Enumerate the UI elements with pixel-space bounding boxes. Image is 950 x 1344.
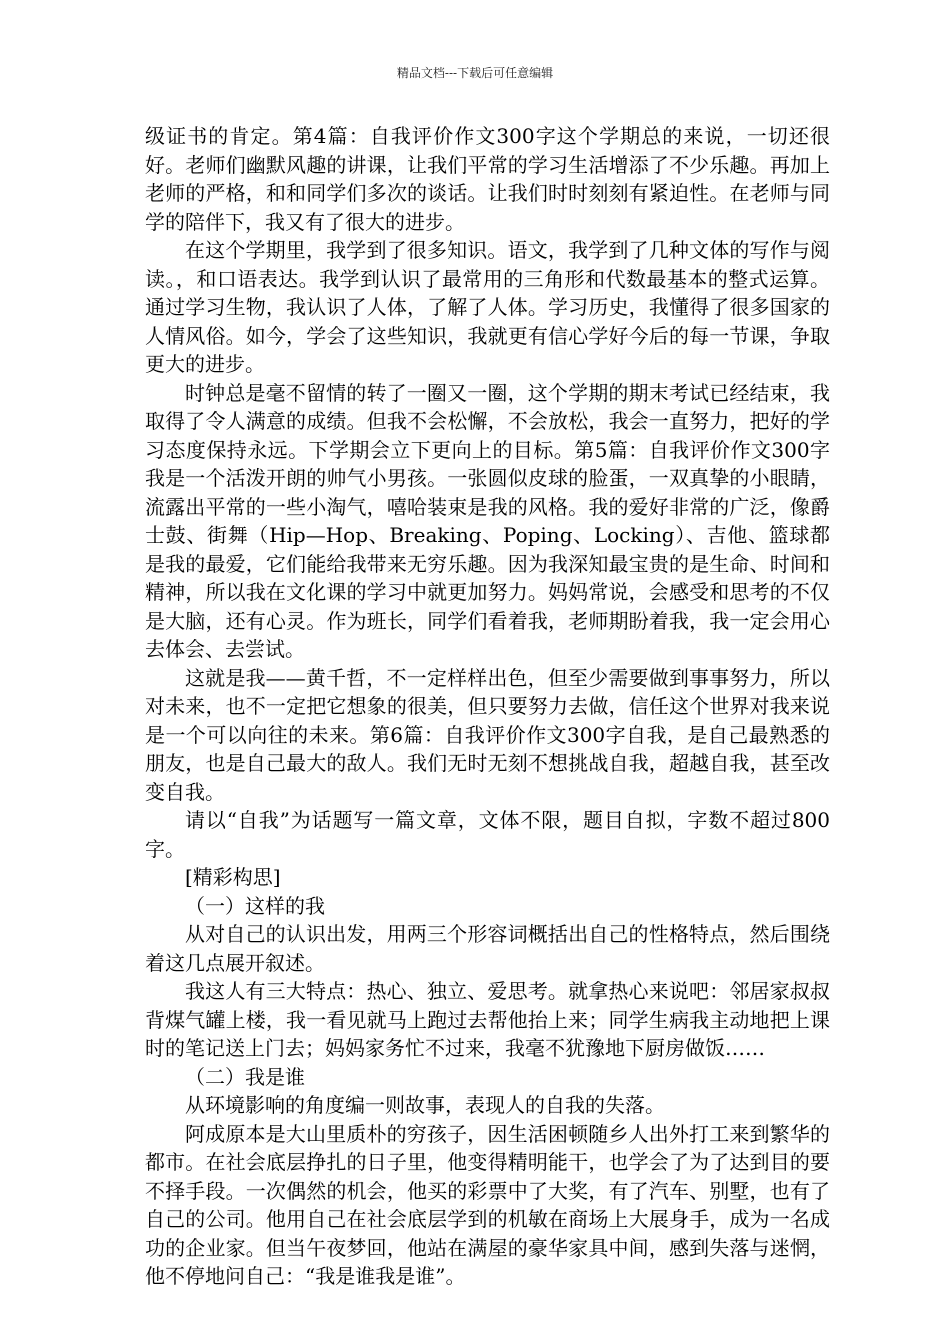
paragraph-9: 阿成原本是大山里质朴的穷孩子，因生活困顿随乡人出外打工来到繁华的都市。在社会底层挣扎的日子里，他变得精明能干，也学会了为了达到目的要不择手段。一次偶然的机会，他买的彩票中了大奖，有了汽车、别墅，也有了自己的公司。他用自己在社会底层学到的机敏在商场上大展身手，成为一名成功的企业家。但当午夜梦回，他站在满屋的豪华家具中间，感到失落与迷惘，他不停地问自己：“我是谁我是谁”。 [145, 1121, 830, 1288]
paragraph-3: 时钟总是毫不留情的转了一圈又一圈，这个学期的期末考试已经结束，我取得了令人满意的成绩。但我不会松懈，不会放松，我会一直努力，把好的学习态度保持永远。下学期会立下更向上的目标。第5篇：自我评价作文300字我是一个活泼开朗的帅气小男孩。一张圆似皮球的脸蛋，一双真挚的小眼睛，流露出平常的一些小淘气，嘻哈装束是我的风格。我的爱好非常的广泛，像爵士鼓、街舞（Hip—Hop、Breaking、Poping、Locking）、吉他、篮球都是我的最爱，它们能给我带来无穷乐趣。因为我深知最宝贵的是生命、时间和精神，所以我在文化课的学习中就更加努力。妈妈常说，会感受和思考的不仅是大脑，还有心灵。作为班长，同学们看着我，老师期盼着我，我一定会用心去体会、去尝试。 [145, 380, 830, 661]
paragraph-7: 我这人有三大特点：热心、独立、爱思考。就拿热心来说吧：邻居家叔叔背煤气罐上楼，我一看见就马上跑过去帮他抬上来；同学生病我主动地把上课时的笔记送上门去；妈妈家务忙不过来，我毫不犹豫地下厨房做饭…… [145, 979, 830, 1060]
paragraph-1: 级证书的肯定。第4篇：自我评价作文300字这个学期总的来说，一切还很好。老师们幽默风趣的讲课，让我们平常的学习生活增添了不少乐趣。再加上老师的严格，和和同学们多次的谈话。让我们时时刻刻有紧迫性。在老师与同学的陪伴下，我又有了很大的进步。 [145, 124, 830, 234]
section-heading-highlights: [精彩构思] [185, 865, 281, 889]
paragraph-6: 从对自己的认识出发，用两三个形容词概括出自己的性格特点，然后围绕着这几点展开叙述。 [145, 922, 830, 975]
paragraph-2: 在这个学期里，我学到了很多知识。语文，我学到了几种文体的写作与阅读。，和口语表达。我学到认识了最常用的三角形和代数最基本的整式运算。通过学习生物，我认识了人体，了解了人体。学习历史，我懂得了很多国家的人情风俗。如今，学会了这些知识，我就更有信心学好今后的每一节课，争取更大的进步。 [145, 238, 830, 376]
subsection-heading-2: （二）我是谁 [185, 1064, 305, 1089]
paragraph-4: 这就是我——黄千哲，不一定样样出色，但至少需要做到事事努力，所以对未来，也不一定把它想象的很美，但只要努力去做，信任这个世界对我来说是一个可以向往的未来。第6篇：自我评价作文300字自我，是自己最熟悉的朋友，也是自己最大的敌人。我们无时无刻不想挑战自我，超越自我，甚至改变自我。 [145, 665, 830, 804]
document-body [145, 122, 830, 1291]
page-header: 精品文档---下载后可任意编辑 [396, 66, 554, 80]
paragraph-5: 请以“自我”为话题写一篇文章，文体不限，题目自拟，字数不超过800字。 [145, 808, 830, 861]
paragraph-8: 从环境影响的角度编一则故事，表现人的自我的失落。 [185, 1093, 665, 1117]
subsection-heading-1: （一）这样的我 [185, 893, 325, 918]
